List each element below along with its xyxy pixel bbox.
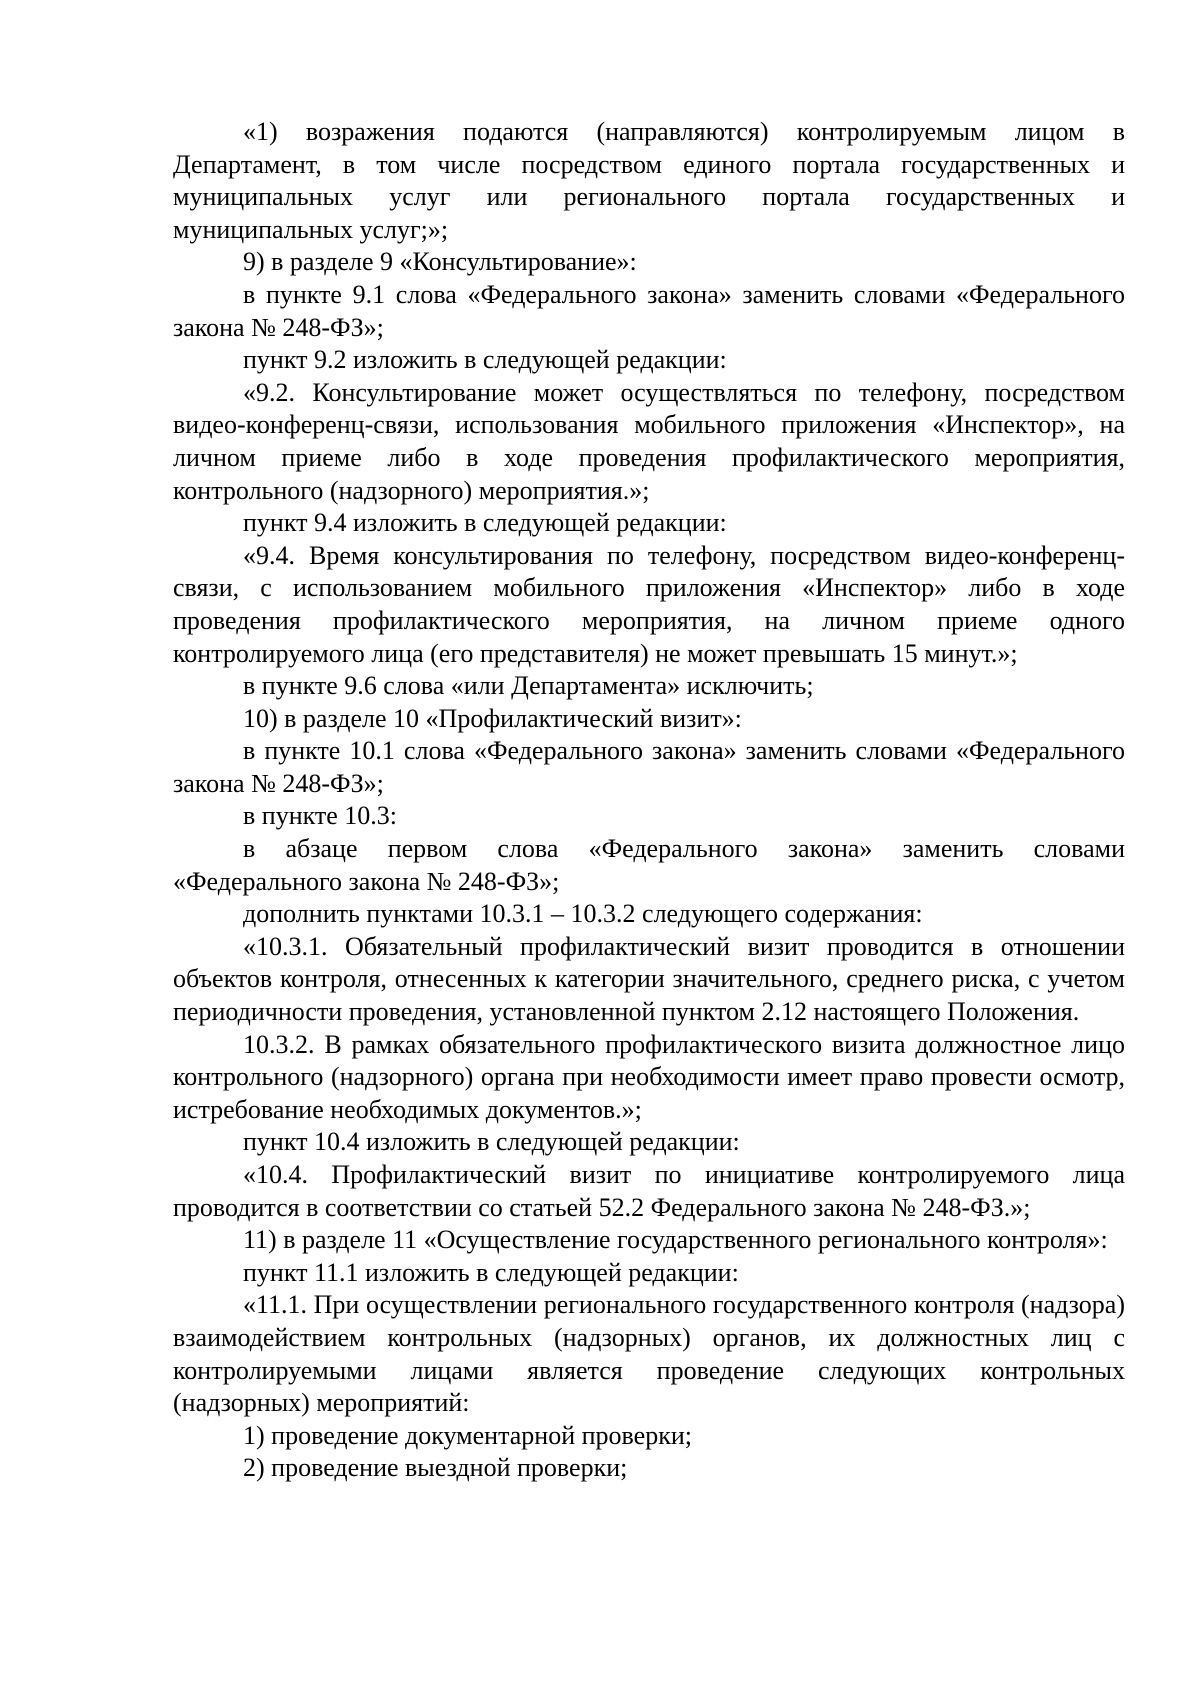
paragraph-10-1: в пункте 10.1 слова «Федерального закона» заменить словами «Федерального закона № 248-ФЗ»; [173, 736, 1125, 798]
document-body [173, 116, 1125, 1485]
paragraph-10-3-1: «10.3.1. Обязательный профилактический визит проводится в отношении объектов контроля, отнесенных к категории значительного, среднего риска, с учетом периодичности проведения, установленной пунктом 2.12 настоящего Положения. [173, 931, 1125, 1027]
paragraph-10-3-2: 10.3.2. В рамках обязательного профилактического визита должностное лицо контрольного (надзорного) органа при необходимости имеет право провести осмотр, истребование необходимых документов.»; [173, 1029, 1125, 1124]
paragraph-10-4-text: «10.4. Профилактический визит по инициативе контролируемого лица проводится в соответствии со статьей 52.2 Федерального закона № 248-ФЗ.»; [173, 1160, 1125, 1222]
paragraph-9-4-intro: пункт 9.4 изложить в следующей редакции: [243, 508, 727, 538]
paragraph-objections: «1) возражения подаются (направляются) контролируемым лицом в Департамент, в том числе посредством единого портала государственных и муниципальных услуг или регионального портала государственных и муниципальных услуг;»; [173, 117, 1125, 244]
paragraph-10-3: в пункте 10.3: [243, 801, 398, 831]
paragraph-10-3-first-abzac: в абзаце первом слова «Федерального закона» заменить словами «Федерального закона № 248-ФЗ»; [173, 834, 1125, 896]
paragraph-section-9: 9) в разделе 9 «Консультирование»: [243, 247, 637, 277]
paragraph-9-4-text: «9.4. Время консультирования по телефону, посредством видео-конференц-связи, с использованием мобильного приложения «Инспектор» либо в ходе проведения профилактического мероприятия, на личном приеме одного контролируемого лица (его представителя) не может превышать 15 минут.»; [173, 540, 1125, 668]
list-item-documentary-check: 1) проведение документарной проверки; [243, 1420, 692, 1450]
paragraph-9-6: в пункте 9.6 слова «или Департамента» исключить; [243, 671, 814, 701]
paragraph-9-1: в пункте 9.1 слова «Федерального закона» заменить словами «Федерального закона № 248-ФЗ»; [173, 279, 1125, 342]
list-item-onsite-check: 2) проведение выездной проверки; [243, 1453, 628, 1483]
paragraph-section-11: 11) в разделе 11 «Осуществление государственного регионального контроля»: [243, 1225, 1108, 1255]
paragraph-10-4-intro: пункт 10.4 изложить в следующей редакции: [243, 1127, 740, 1157]
paragraph-section-10: 10) в разделе 10 «Профилактический визит»: [243, 703, 742, 733]
paragraph-9-2-intro: пункт 9.2 изложить в следующей редакции: [243, 345, 727, 375]
paragraph-11-1-intro: пункт 11.1 изложить в следующей редакции: [243, 1257, 739, 1287]
paragraph-10-3-supplement: дополнить пунктами 10.3.1 – 10.3.2 следующего содержания: [243, 899, 923, 929]
paragraph-9-2-text: «9.2. Консультирование может осуществляться по телефону, посредством видео-конференц-связи, использования мобильного приложения «Инспектор», на личном приеме либо в ходе проведения профилактического мероприятия, контрольного (надзорного) мероприятия.»; [173, 377, 1125, 505]
paragraph-11-1-text: «11.1. При осуществлении регионального государственного контроля (надзора) взаимодействием контрольных (надзорных) органов, их должностных лиц с контролируемыми лицами является проведение следующих контрольных (надзорных) мероприятий: [173, 1290, 1125, 1418]
